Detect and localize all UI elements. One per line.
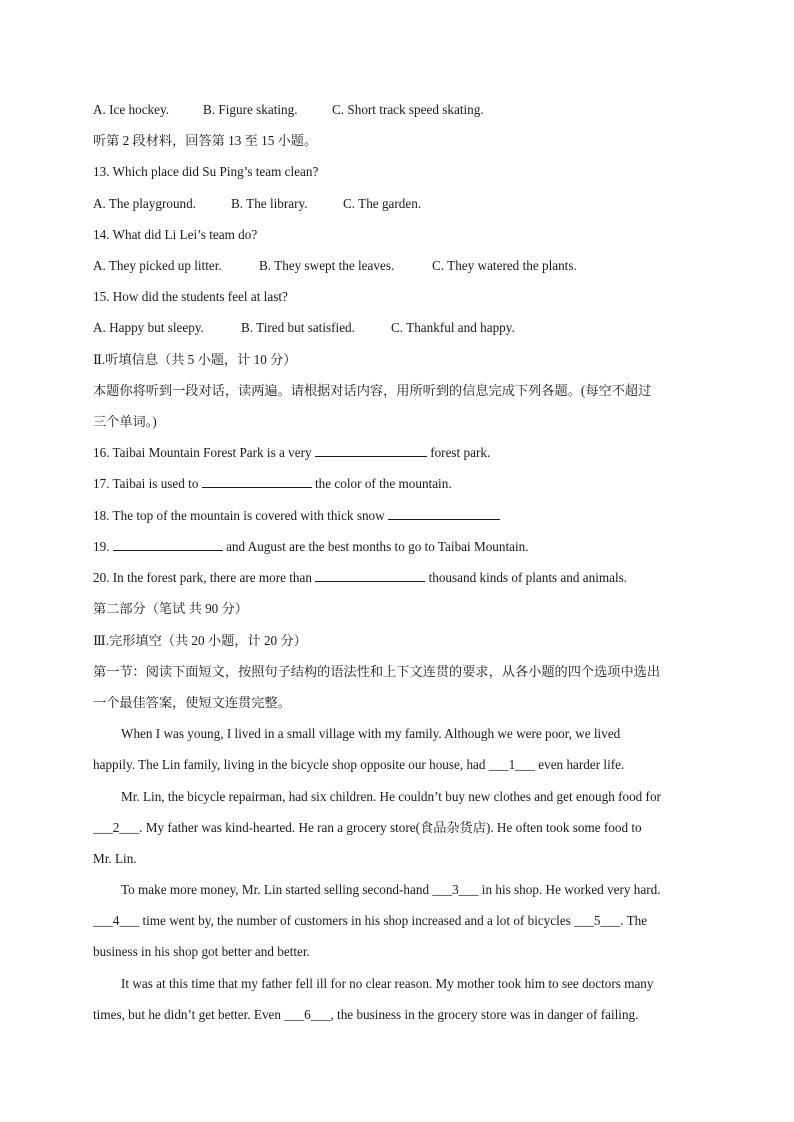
section2-instruction: 听第 2 段材料，回答第 13 至 15 小题。 bbox=[93, 133, 318, 148]
part2-instruction-line2: 三个单词。) bbox=[93, 414, 157, 429]
q14-option-a: A. They picked up litter. bbox=[93, 258, 222, 273]
q16-blank[interactable] bbox=[315, 444, 427, 457]
q18 bbox=[93, 507, 500, 525]
q14-option-b: B. They swept the leaves. bbox=[259, 258, 395, 273]
part3-heading: Ⅲ.完形填空（共 20 小题，计 20 分） bbox=[93, 633, 307, 648]
passage-line: business in his shop got better and better. bbox=[93, 944, 310, 959]
q16-text-before: 16. Taibai Mountain Forest Park is a very bbox=[93, 445, 312, 460]
q12-option-a: A. Ice hockey. bbox=[93, 102, 170, 117]
q17-blank[interactable] bbox=[202, 475, 312, 488]
q20-text-before: 20. In the forest park, there are more than bbox=[93, 570, 312, 585]
passage-line: happily. The Lin family, living in the bicycle shop opposite our house, had ___1___ even harder life. bbox=[93, 757, 625, 772]
passage-line: Mr. Lin. bbox=[93, 851, 137, 866]
q19 bbox=[93, 538, 529, 556]
q19-text-after: and August are the best months to go to Taibai Mountain. bbox=[226, 539, 529, 554]
passage-line: To make more money, Mr. Lin started selling second-hand ___3___ in his shop. He worked very hard. bbox=[121, 882, 661, 897]
q13-question: 13. Which place did Su Ping’s team clean? bbox=[93, 164, 319, 179]
q12-options bbox=[93, 101, 484, 119]
q13-options bbox=[93, 195, 421, 213]
q15-option-a: A. Happy but sleepy. bbox=[93, 320, 204, 335]
passage-line: It was at this time that my father fell ill for no clear reason. My mother took him to see doctors many bbox=[121, 976, 654, 991]
q17-text-before: 17. Taibai is used to bbox=[93, 476, 199, 491]
q14-question: 14. What did Li Lei’s team do? bbox=[93, 227, 258, 242]
q15-option-b: B. Tired but satisfied. bbox=[241, 320, 355, 335]
passage-line: When I was young, I lived in a small village with my family. Although we were poor, we lived bbox=[121, 726, 621, 741]
part2-instruction-line1: 本题你将听到一段对话，读两遍。请根据对话内容，用所听到的信息完成下列各题。(每空不超过 bbox=[93, 383, 652, 398]
q18-blank[interactable] bbox=[388, 507, 500, 520]
passage-line: times, but he didn’t get better. Even ___6___, the business in the grocery store was in danger of failing. bbox=[93, 1007, 639, 1022]
q13-option-b: B. The library. bbox=[231, 196, 308, 211]
q17 bbox=[93, 475, 452, 493]
q15-options bbox=[93, 319, 515, 337]
part3-instruction-line1: 第一节：阅读下面短文，按照句子结构的语法性和上下文连贯的要求，从各小题的四个选项中选出 bbox=[93, 664, 661, 679]
part2-heading: Ⅱ.听填信息（共 5 小题，计 10 分） bbox=[93, 352, 297, 367]
q16-text-after: forest park. bbox=[430, 445, 491, 460]
q14-options bbox=[93, 257, 577, 275]
q13-option-a: A. The playground. bbox=[93, 196, 197, 211]
q20 bbox=[93, 569, 627, 587]
q12-option-b: B. Figure skating. bbox=[203, 102, 298, 117]
passage-line: ___2___. My father was kind-hearted. He ran a grocery store(食品杂货店). He often took some food to bbox=[93, 820, 642, 835]
q20-text-after: thousand kinds of plants and animals. bbox=[428, 570, 628, 585]
q20-blank[interactable] bbox=[315, 569, 425, 582]
q16 bbox=[93, 444, 490, 462]
q18-text-before: 18. The top of the mountain is covered with thick snow bbox=[93, 508, 385, 523]
passage-line: Mr. Lin, the bicycle repairman, had six children. He couldn’t buy new clothes and get enough food for bbox=[121, 789, 661, 804]
q17-text-after: the color of the mountain. bbox=[315, 476, 452, 491]
part3-instruction-line2: 一个最佳答案，使短文连贯完整。 bbox=[93, 695, 291, 710]
q15-question: 15. How did the students feel at last? bbox=[93, 289, 288, 304]
q19-blank[interactable] bbox=[113, 538, 223, 551]
q19-text-before: 19. bbox=[93, 539, 110, 554]
written-section-heading: 第二部分（笔试 共 90 分） bbox=[93, 601, 248, 616]
q13-option-c: C. The garden. bbox=[343, 196, 422, 211]
q14-option-c: C. They watered the plants. bbox=[432, 258, 577, 273]
passage-line: ___4___ time went by, the number of customers in his shop increased and a lot of bicycles ___5___. The bbox=[93, 913, 648, 928]
q12-option-c: C. Short track speed skating. bbox=[332, 102, 484, 117]
q15-option-c: C. Thankful and happy. bbox=[391, 320, 515, 335]
